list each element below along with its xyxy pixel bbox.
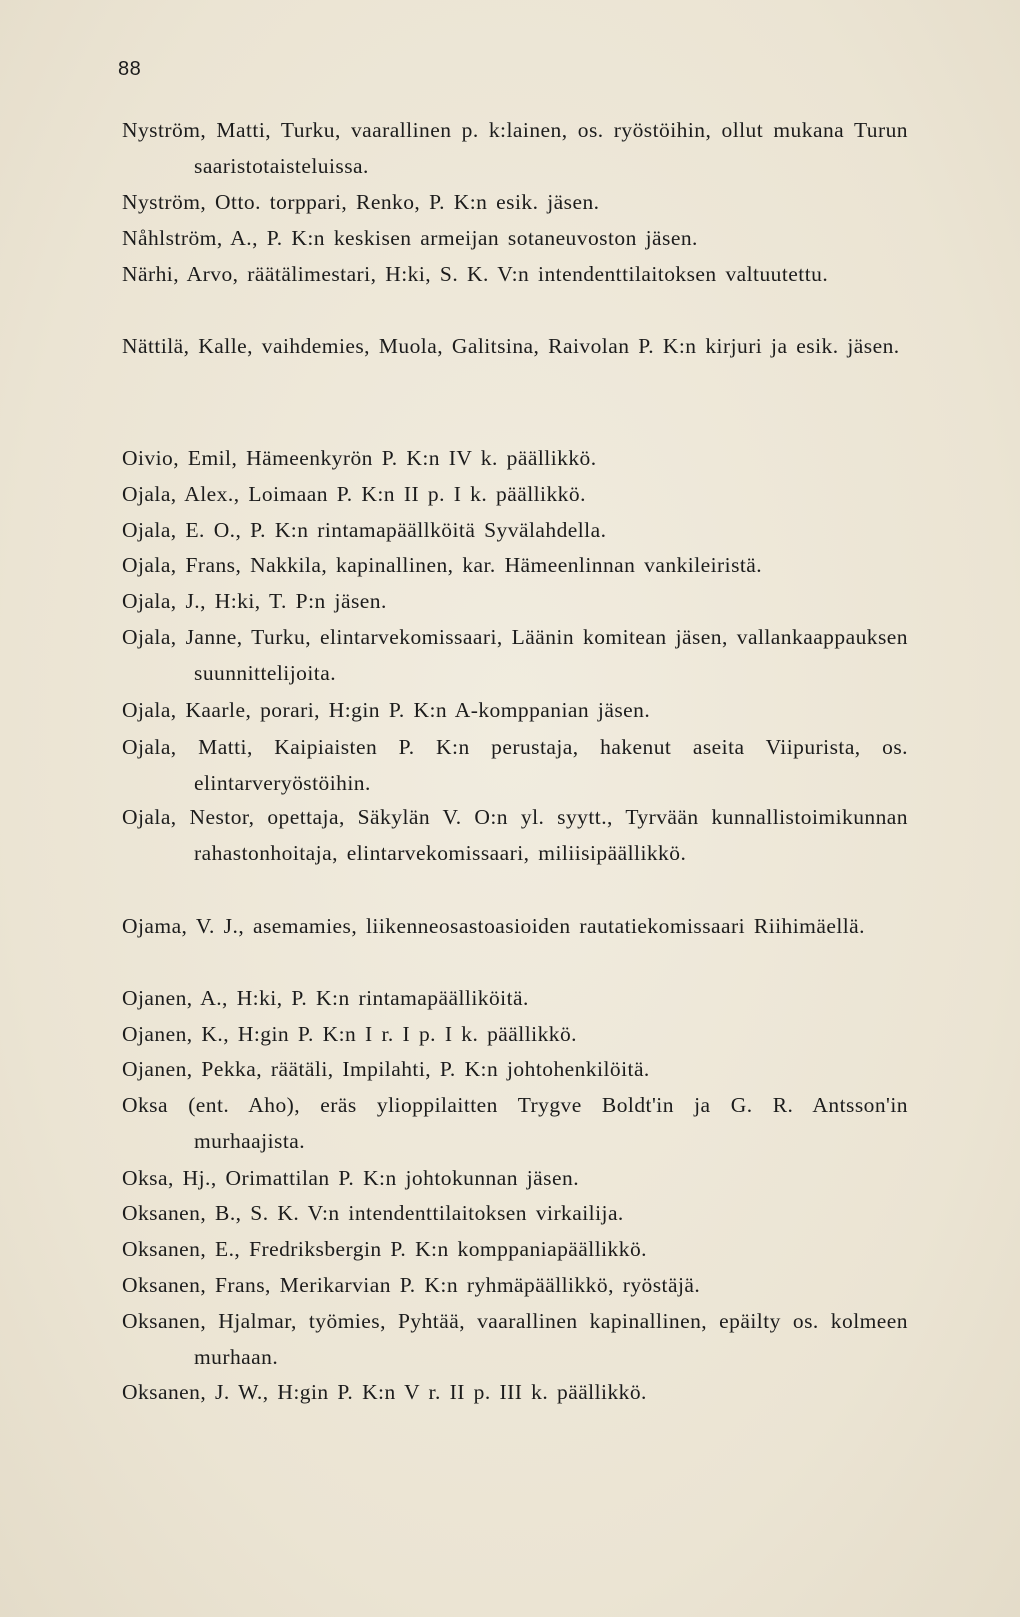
register-entry: Ojala, J., H:ki, T. P:n jäsen.	[122, 589, 387, 613]
register-entry: Nyström, Otto. torppari, Renko, P. K:n esik. jäsen.	[122, 190, 600, 214]
register-entry: Oksanen, E., Fredriksbergin P. K:n komppaniapäällikkö.	[122, 1237, 647, 1261]
register-entry: Nyström, Matti, Turku, vaarallinen p. k:lainen, os. ryöstöihin, ollut mukana Turun saaristotaisteluissa.	[122, 118, 908, 178]
register-entry: Oksanen, J. W., H:gin P. K:n V r. II p. III k. päällikkö.	[122, 1380, 647, 1404]
register-entry: Ojanen, Pekka, räätäli, Impilahti, P. K:n johtohenkilöitä.	[122, 1057, 650, 1081]
register-entry: Ojala, Janne, Turku, elintarvekomissaari, Läänin komitean jäsen, vallankaappauksen suunnittelijoita.	[122, 625, 908, 685]
register-entry: Ojanen, K., H:gin P. K:n I r. I p. I k. päällikkö.	[122, 1022, 577, 1046]
register-entry: Oksa (ent. Aho), eräs ylioppilaitten Trygve Boldt'in ja G. R. Antsson'in murhaajista.	[122, 1093, 908, 1153]
register-entry: Oksanen, B., S. K. V:n intendenttilaitoksen virkailija.	[122, 1201, 624, 1225]
register-entry: Ojama, V. J., asemamies, liikenneosastoasioiden rautatiekomissaari Riihimäellä.	[122, 914, 865, 938]
register-entry: Oivio, Emil, Hämeenkyrön P. K:n IV k. päällikkö.	[122, 446, 597, 470]
register-entry: Ojala, Kaarle, porari, H:gin P. K:n A-komppanian jäsen.	[122, 698, 651, 722]
register-entry: Ojala, E. O., P. K:n rintamapäällköitä Syvälahdella.	[122, 518, 607, 542]
register-entry: Nättilä, Kalle, vaihdemies, Muola, Galitsina, Raivolan P. K:n kirjuri ja esik. jäsen.	[122, 334, 900, 358]
page-number: 88	[118, 58, 142, 80]
register-entry: Oksanen, Hjalmar, työmies, Pyhtää, vaarallinen kapinallinen, epäilty os. kolmeen murhaan.	[122, 1309, 908, 1369]
register-entry: Ojanen, A., H:ki, P. K:n rintamapäälliköitä.	[122, 986, 529, 1010]
register-entry: Närhi, Arvo, räätälimestari, H:ki, S. K. V:n intendenttilaitoksen valtuutettu.	[122, 262, 829, 286]
register-entry: Oksa, Hj., Orimattilan P. K:n johtokunnan jäsen.	[122, 1166, 580, 1190]
register-entry: Nåhlström, A., P. K:n keskisen armeijan sotaneuvoston jäsen.	[122, 226, 698, 250]
register-entry: Ojala, Matti, Kaipiaisten P. K:n perustaja, hakenut aseita Viipurista, os. elintarveryöstöihin.	[122, 735, 908, 795]
register-entry: Ojala, Frans, Nakkila, kapinallinen, kar. Hämeenlinnan vankileiristä.	[122, 553, 763, 577]
register-entry: Ojala, Alex., Loimaan P. K:n II p. I k. päällikkö.	[122, 482, 586, 506]
register-entry: Ojala, Nestor, opettaja, Säkylän V. O:n yl. syytt., Tyrvään kunnallistoimikunnan rahastonhoitaja, elintarvekomissaari, miliisipäällikkö.	[122, 805, 908, 865]
register-entry: Oksanen, Frans, Merikarvian P. K:n ryhmäpäällikkö, ryöstäjä.	[122, 1273, 701, 1297]
